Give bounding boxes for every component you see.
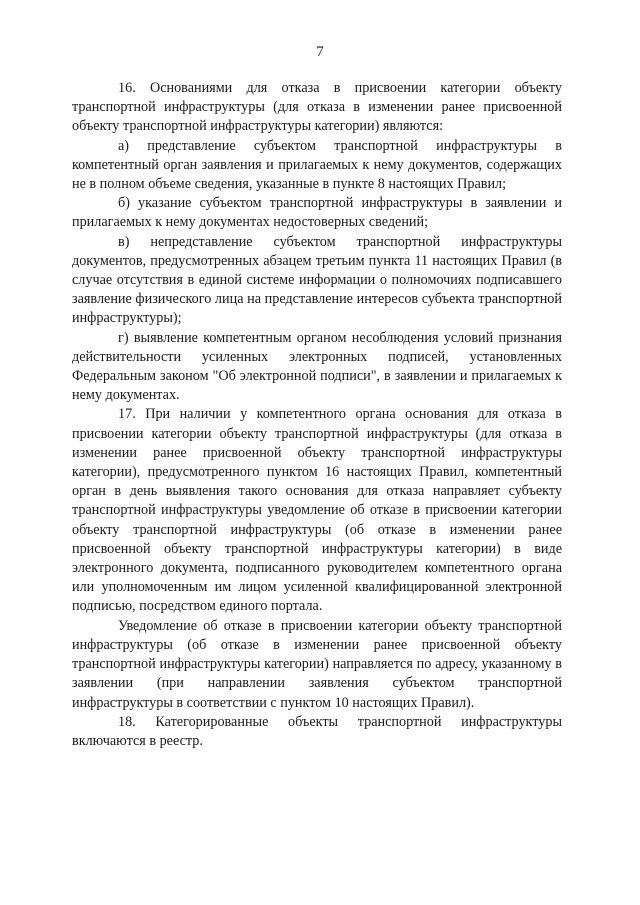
paragraph-16-v: в) непредставление субъектом транспортной инфраструктуры документов, предусмотренных абзацем третьим пункта 11 настоящих Правил (в случае отсутствия в единой системе информации о полномочиях подписавшего заявление физического лица на представление интересов субъекта транспортной инфраструктуры);: [72, 233, 562, 327]
paragraph-18: 18. Категорированные объекты транспортной инфраструктуры включаются в реестр.: [72, 713, 562, 749]
paragraph-16-b: б) указание субъектом транспортной инфраструктуры в заявлении и прилагаемых к нему документах недостоверных сведений;: [72, 195, 562, 231]
paragraph-17: 17. При наличии у компетентного органа основания для отказа в присвоении категории объекту транспортной инфраструктуры (для отказа в изменении ранее присвоенной объекту транспортной инфраструктуры категории), предусмотренного пунктом 16 настоящих Правил, компетентный орган в день выявления такого основания для отказа направляет субъекту транспортной инфраструктуры уведомление об отказе в присвоении категории объекту транспортной инфраструктуры (об отказе в изменении ранее присвоенной объекту транспортной инфраструктуры категории) в виде электронного документа, подписанного руководителем компетентного органа или уполномоченным им лицом усиленной квалифицированной электронной подписью, посредством единого портала.: [72, 406, 562, 615]
document-body: [72, 79, 562, 751]
paragraph-16: 16. Основаниями для отказа в присвоении категории объекту транспортной инфраструктуры (для отказа в изменении ранее присвоенной объекту транспортной инфраструктуры категории) являются:: [72, 80, 562, 135]
page-number: 7: [316, 44, 324, 60]
paragraph-17-notice: Уведомление об отказе в присвоении категории объекту транспортной инфраструктуры (об отказе в изменении ранее присвоенной объекту транспортной инфраструктуры категории) направляется по адресу, указанному в заявлении (при направлении заявления субъектом транспортной инфраструктуры в соответствии с пунктом 10 настоящих Правил).: [72, 617, 562, 711]
paragraph-16-g: г) выявление компетентным органом несоблюдения условий признания действительности усиленных электронных подписей, установленных Федеральным законом "Об электронной подписи", в заявлении и прилагаемых к нему документах.: [72, 329, 562, 404]
paragraph-16-a: а) представление субъектом транспортной инфраструктуры в компетентный орган заявления и прилагаемых к нему документов, содержащих не в полном объеме сведения, указанные в пункте 8 настоящих Правил;: [72, 137, 562, 193]
